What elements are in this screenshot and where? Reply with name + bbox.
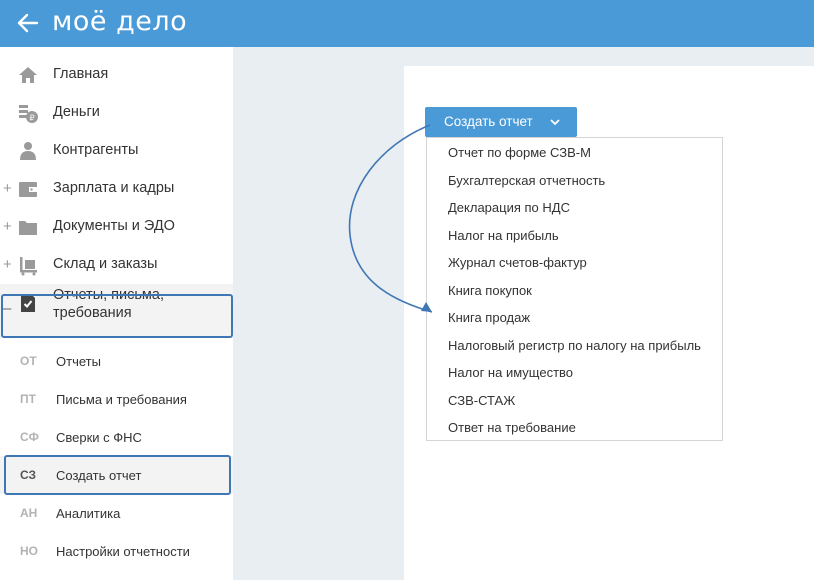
- sidebar-item-label: Отчеты, письма, требования: [53, 287, 164, 321]
- chevron-down-icon: [549, 116, 561, 128]
- contractors-icon: [17, 140, 39, 162]
- sidebar-subitem-create-report[interactable]: [0, 456, 233, 494]
- dropdown-item-sales-book[interactable]: Книга продаж: [448, 310, 531, 325]
- collapse-icon[interactable]: –: [3, 300, 12, 317]
- subitem-label: Отчеты: [56, 354, 101, 369]
- create-report-button[interactable]: [425, 107, 577, 137]
- subitem-label: Сверки с ФНС: [56, 430, 142, 445]
- sidebar-item-label: Главная: [53, 66, 109, 82]
- subitem-abbr: СЗ: [20, 468, 37, 482]
- dropdown-item-vat-declaration[interactable]: Декларация по НДС: [448, 200, 570, 215]
- report-type-dropdown: [426, 137, 723, 441]
- subitem-label: Настройки отчетности: [56, 544, 190, 559]
- subitem-abbr: АН: [20, 506, 38, 520]
- sidebar-item-label: Зарплата и кадры: [53, 180, 175, 196]
- folder-icon: [17, 216, 39, 238]
- sidebar-item-contractors[interactable]: [0, 132, 233, 170]
- money-icon: [17, 102, 39, 124]
- subitem-label: Создать отчет: [56, 468, 142, 483]
- dropdown-item-szv-m[interactable]: Отчет по форме СЗВ-М: [448, 145, 591, 160]
- sidebar-item-money[interactable]: [0, 94, 233, 132]
- report-check-icon: [17, 292, 39, 314]
- dropdown-item-profit-tax[interactable]: Налог на прибыль: [448, 228, 559, 243]
- app-logo[interactable]: моё дело: [52, 6, 188, 37]
- sidebar-item-label: Документы и ЭДО: [53, 218, 175, 234]
- dropdown-item-property-tax[interactable]: Налог на имущество: [448, 365, 574, 380]
- arrow-left-icon[interactable]: [15, 10, 41, 36]
- subitem-abbr: СФ: [20, 430, 39, 444]
- dropdown-item-requirement-reply[interactable]: Ответ на требование: [448, 420, 576, 435]
- sidebar-subitem-letters[interactable]: [0, 380, 233, 418]
- dropdown-item-invoice-journal[interactable]: Журнал счетов-фактур: [448, 255, 587, 270]
- sidebar-subitem-report-settings[interactable]: [0, 532, 233, 570]
- warehouse-icon: [17, 254, 39, 276]
- sidebar: [0, 47, 233, 580]
- svg-text:₽: ₽: [29, 113, 35, 123]
- dropdown-item-szv-stazh[interactable]: СЗВ-СТАЖ: [448, 393, 516, 408]
- home-icon: [17, 64, 39, 86]
- subitem-label: Аналитика: [56, 506, 121, 521]
- top-bar: [0, 0, 814, 47]
- sidebar-item-label: Деньги: [53, 104, 100, 120]
- sidebar-subitem-reports[interactable]: [0, 342, 233, 380]
- dropdown-item-accounting[interactable]: Бухгалтерская отчетность: [448, 173, 606, 188]
- dropdown-item-tax-register[interactable]: Налоговый регистр по налогу на прибыль: [448, 338, 701, 353]
- sidebar-item-warehouse[interactable]: [0, 246, 233, 284]
- expand-icon[interactable]: +: [3, 180, 12, 197]
- subitem-abbr: ПТ: [20, 392, 36, 406]
- sidebar-item-documents[interactable]: [0, 208, 233, 246]
- dropdown-item-purchase-book[interactable]: Книга покупок: [448, 283, 532, 298]
- subitem-abbr: НО: [20, 544, 38, 558]
- wallet-icon: [17, 178, 39, 200]
- sidebar-item-salary[interactable]: [0, 170, 233, 208]
- create-report-label: Создать отчет: [444, 114, 533, 129]
- subitem-label: Письма и требования: [56, 392, 187, 407]
- expand-icon[interactable]: +: [3, 256, 12, 273]
- sidebar-item-home[interactable]: [0, 56, 233, 94]
- expand-icon[interactable]: +: [3, 218, 12, 235]
- sidebar-subitem-fns-reconciliation[interactable]: [0, 418, 233, 456]
- sidebar-item-label: Контрагенты: [53, 142, 139, 158]
- subitem-abbr: ОТ: [20, 354, 37, 368]
- sidebar-item-label: Склад и заказы: [53, 256, 158, 272]
- sidebar-item-reports[interactable]: [0, 284, 233, 338]
- sidebar-subitem-analytics[interactable]: [0, 494, 233, 532]
